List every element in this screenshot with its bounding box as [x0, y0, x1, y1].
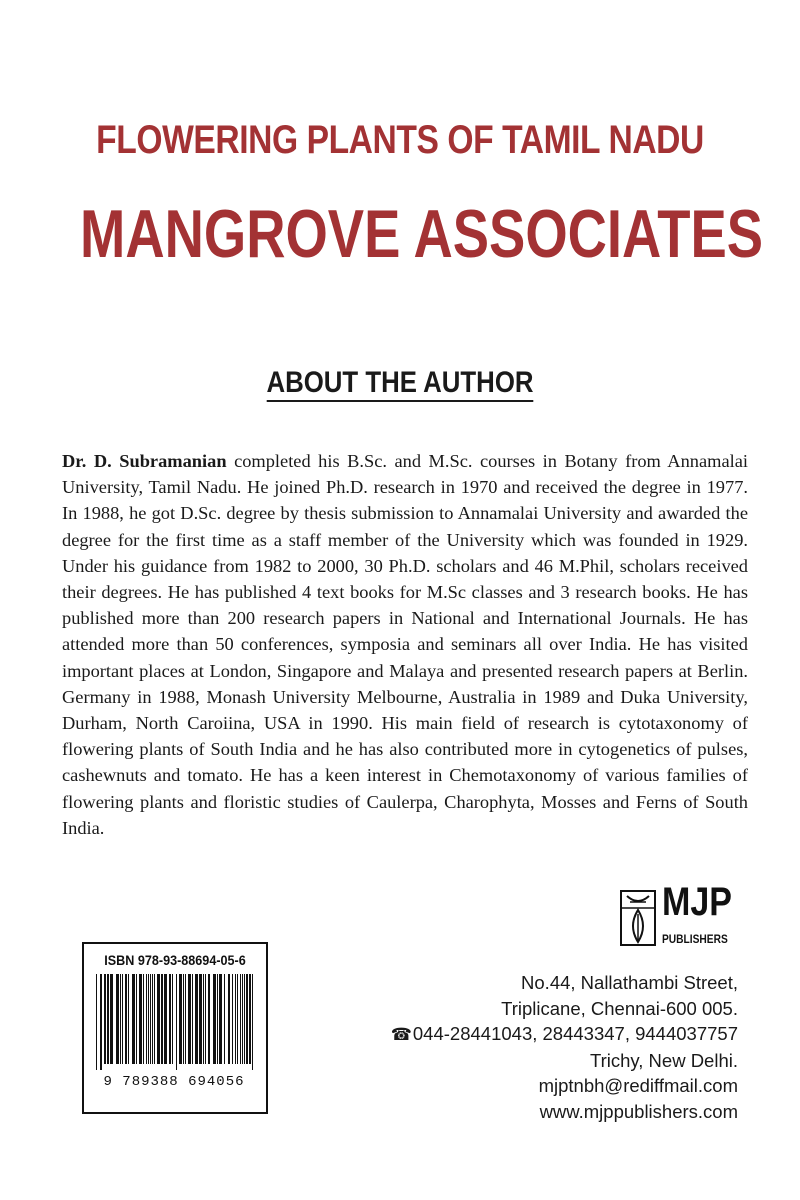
title-line-2: MANGROVE ASSOCIATES — [80, 196, 764, 272]
barcode-bar — [104, 974, 106, 1064]
barcode-bar — [188, 974, 191, 1064]
barcode-bar — [199, 974, 202, 1064]
barcode-bar — [244, 974, 245, 1064]
address-line-2: Triplicane, Chennai-600 005. — [501, 997, 738, 1019]
barcode-bar — [125, 974, 127, 1064]
barcode-bar — [161, 974, 163, 1064]
barcode-bar — [203, 974, 204, 1064]
barcode-bar — [169, 974, 171, 1064]
barcode-bar — [154, 974, 155, 1064]
barcode-bar — [237, 974, 238, 1064]
barcode-bar — [172, 974, 173, 1064]
author-bio — [62, 448, 748, 841]
barcode-bar — [195, 974, 198, 1064]
barcode-bar — [235, 974, 236, 1064]
barcode-bar — [96, 974, 97, 1070]
barcode-bar — [139, 974, 142, 1064]
barcode-bar — [136, 974, 137, 1064]
publisher-logo — [620, 880, 744, 958]
isbn-label: ISBN 978-93-88694-05-6 — [104, 952, 246, 968]
author-bio-text: completed his B.Sc. and M.Sc. courses in Botany from Annamalai University, Tamil Nadu. He joined Ph.D. research in 1970 and received the degree in 1977. In 1988, he got D.Sc. degree by thesis submission to Annamalai University and awarded the degree for the first time as a staff member of the University which was founded in 1929. Under his guidance from 1982 to 2000, 30 Ph.D. scholars and 46 M.Phil, scholars received their degrees. He has published 4 text books for M.Sc classes and 3 research books. He has published more than 200 research papers in National and International Journals. He has attended more than 50 conferences, symposia and seminars all over India. He has visited important places at London, Singapore and Malaya and presented research papers at Berlin. Germany in 1988, Monash University Melbourne, Australia in 1989 and Duka University, Durham, North Caroiina, USA in 1990. His main field of research is cytotaxonomy of flowering plants of South India and he has also contributed more in cytogenetics of pulses, cashewnuts and tomato. He has a keen interest in Chemotaxonomy of various families of flowering plants and floristic studies of Caulerpa, Charophyta, Mosses and Ferns of South India. — [62, 451, 748, 838]
phone-line — [391, 1021, 738, 1048]
barcode-bar — [146, 974, 147, 1064]
publisher-emblem-icon — [620, 890, 656, 946]
barcode-bar — [110, 974, 113, 1064]
barcode-bar — [176, 974, 177, 1070]
barcode-bar — [192, 974, 193, 1064]
barcode-bar — [246, 974, 248, 1064]
barcode-bar — [128, 974, 129, 1064]
barcode-bar — [252, 974, 253, 1070]
barcode-bar — [240, 974, 241, 1064]
barcode-bar — [152, 974, 153, 1064]
publisher-address — [391, 970, 738, 1124]
email-link[interactable]: mjptnbh@rediffmail.com — [538, 1075, 738, 1096]
barcode-digits: 9 789388 694056 — [103, 1074, 245, 1090]
barcode-bar — [232, 974, 233, 1064]
barcode-bar — [219, 974, 222, 1064]
barcode-bar — [157, 974, 160, 1064]
isbn-barcode-box — [82, 942, 268, 1114]
barcode-bar — [228, 974, 230, 1064]
about-heading-text: ABOUT THE AUTHOR — [266, 366, 533, 402]
author-name: Dr. D. Subramanian — [62, 451, 227, 471]
barcode-bar — [143, 974, 144, 1064]
barcode-bar — [164, 974, 167, 1064]
barcode-bar — [120, 974, 121, 1064]
barcode-bar — [249, 974, 251, 1064]
publisher-logo-subtext: PUBLISHERS — [662, 932, 728, 946]
barcode-icon — [94, 974, 258, 1070]
barcode-bar — [213, 974, 216, 1064]
cities-line: Trichy, New Delhi. — [589, 1049, 738, 1071]
publisher-logo-text: MJP — [662, 880, 732, 924]
address-line-1: No.44, Nallathambi Street, — [521, 972, 738, 993]
barcode-bar — [217, 974, 218, 1064]
barcode-bar — [205, 974, 206, 1064]
barcode-bar — [100, 974, 102, 1070]
barcode-bar — [148, 974, 149, 1064]
barcode-bar — [122, 974, 123, 1064]
barcode-bar — [208, 974, 210, 1064]
barcode-bar — [107, 974, 109, 1064]
barcode-bar — [185, 974, 186, 1064]
barcode-bar — [179, 974, 182, 1064]
telephone-icon: ☎ — [390, 1025, 412, 1044]
barcode-bar — [224, 974, 225, 1064]
barcode-bar — [150, 974, 151, 1064]
website-link[interactable]: www.mjppublishers.com — [539, 1100, 738, 1122]
barcode-bar — [132, 974, 135, 1064]
phone-numbers: 044-28441043, 28443347, 9444037757 — [412, 1023, 738, 1044]
barcode-bar — [116, 974, 119, 1064]
barcode-bar — [242, 974, 243, 1064]
barcode-bar — [183, 974, 184, 1064]
about-heading — [56, 366, 744, 400]
title-line-1: FLOWERING PLANTS OF TAMIL NADU — [96, 118, 704, 162]
